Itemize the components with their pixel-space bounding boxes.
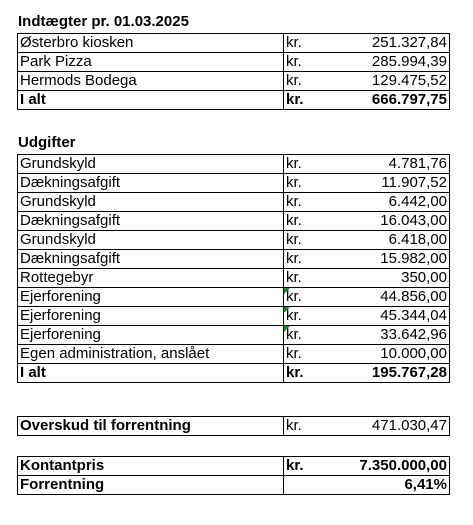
total-unit[interactable]: kr. xyxy=(284,364,344,383)
row-unit[interactable]: kr. xyxy=(284,231,344,250)
total-amount[interactable]: 195.767,28 xyxy=(344,364,450,383)
row-unit-text: kr. xyxy=(286,288,302,305)
cell-note-indicator-icon xyxy=(284,326,290,332)
row-unit[interactable] xyxy=(284,307,344,326)
row-amount[interactable]: 129.475,52 xyxy=(344,72,450,91)
surplus-row[interactable] xyxy=(18,417,450,436)
row-name[interactable]: Østerbro kiosken xyxy=(18,34,284,53)
total-label[interactable]: I alt xyxy=(18,364,284,383)
row-unit-text: kr. xyxy=(286,307,302,324)
table-row[interactable] xyxy=(18,231,450,250)
expenses-title: Udgifter xyxy=(18,134,76,151)
row-amount[interactable]: 6.418,00 xyxy=(344,231,450,250)
row-amount[interactable]: 15.982,00 xyxy=(344,250,450,269)
surplus-amount[interactable]: 471.030,47 xyxy=(344,417,450,436)
surplus-unit[interactable]: kr. xyxy=(284,417,344,436)
row-name[interactable]: Grundskyld xyxy=(18,193,284,212)
row-name[interactable]: Ejerforening xyxy=(18,288,284,307)
table-row[interactable] xyxy=(18,269,450,288)
row-name[interactable]: Hermods Bodega xyxy=(18,72,284,91)
table-row[interactable] xyxy=(18,72,450,91)
cash-price-label[interactable]: Kontantpris xyxy=(18,457,284,476)
table-row[interactable] xyxy=(18,53,450,72)
row-amount[interactable]: 10.000,00 xyxy=(344,345,450,364)
total-unit[interactable]: kr. xyxy=(284,91,344,110)
surplus-label[interactable]: Overskud til forrentning xyxy=(18,417,284,436)
table-row[interactable] xyxy=(18,288,450,307)
cash-price-amount[interactable]: 7.350.000,00 xyxy=(344,457,450,476)
row-name[interactable]: Egen administration, anslået xyxy=(18,345,284,364)
row-unit[interactable]: kr. xyxy=(284,345,344,364)
row-amount[interactable]: 251.327,84 xyxy=(344,34,450,53)
table-row[interactable] xyxy=(18,155,450,174)
row-name[interactable]: Park Pizza xyxy=(18,53,284,72)
row-name[interactable]: Ejerforening xyxy=(18,307,284,326)
row-name[interactable]: Grundskyld xyxy=(18,231,284,250)
return-value[interactable]: 6,41% xyxy=(284,476,450,495)
row-unit-text: kr. xyxy=(286,326,302,343)
row-name[interactable]: Dækningsafgift xyxy=(18,174,284,193)
income-table xyxy=(17,33,450,110)
summary-table xyxy=(17,456,450,495)
return-row[interactable] xyxy=(18,476,450,495)
row-amount[interactable]: 33.642,96 xyxy=(344,326,450,345)
row-unit[interactable]: kr. xyxy=(284,250,344,269)
cash-price-unit[interactable]: kr. xyxy=(284,457,344,476)
cash-price-row[interactable] xyxy=(18,457,450,476)
table-row[interactable] xyxy=(18,212,450,231)
row-name[interactable]: Dækningsafgift xyxy=(18,212,284,231)
table-row[interactable] xyxy=(18,174,450,193)
table-row[interactable] xyxy=(18,307,450,326)
row-amount[interactable]: 45.344,04 xyxy=(344,307,450,326)
row-amount[interactable]: 350,00 xyxy=(344,269,450,288)
row-name[interactable]: Dækningsafgift xyxy=(18,250,284,269)
row-name[interactable]: Ejerforening xyxy=(18,326,284,345)
row-amount[interactable]: 44.856,00 xyxy=(344,288,450,307)
table-row[interactable] xyxy=(18,326,450,345)
expenses-total-row[interactable] xyxy=(18,364,450,383)
cell-note-indicator-icon xyxy=(284,288,290,294)
row-amount[interactable]: 11.907,52 xyxy=(344,174,450,193)
row-unit[interactable]: kr. xyxy=(284,269,344,288)
row-unit[interactable]: kr. xyxy=(284,193,344,212)
row-name[interactable]: Rottegebyr xyxy=(18,269,284,288)
row-amount[interactable]: 285.994,39 xyxy=(344,53,450,72)
table-row[interactable] xyxy=(18,250,450,269)
row-amount[interactable]: 6.442,00 xyxy=(344,193,450,212)
cell-note-indicator-icon xyxy=(284,307,290,313)
row-unit[interactable]: kr. xyxy=(284,212,344,231)
row-unit[interactable]: kr. xyxy=(284,174,344,193)
row-amount[interactable]: 16.043,00 xyxy=(344,212,450,231)
row-unit[interactable]: kr. xyxy=(284,53,344,72)
row-name[interactable]: Grundskyld xyxy=(18,155,284,174)
row-unit[interactable]: kr. xyxy=(284,34,344,53)
table-row[interactable] xyxy=(18,34,450,53)
surplus-table xyxy=(17,416,450,436)
income-total-row[interactable] xyxy=(18,91,450,110)
income-title: Indtægter pr. 01.03.2025 xyxy=(18,13,189,30)
return-label[interactable]: Forrentning xyxy=(18,476,284,495)
row-unit[interactable]: kr. xyxy=(284,72,344,91)
row-amount[interactable]: 4.781,76 xyxy=(344,155,450,174)
table-row[interactable] xyxy=(18,193,450,212)
total-amount[interactable]: 666.797,75 xyxy=(344,91,450,110)
expenses-table xyxy=(17,154,450,383)
row-unit[interactable] xyxy=(284,288,344,307)
table-row[interactable] xyxy=(18,345,450,364)
row-unit[interactable] xyxy=(284,326,344,345)
row-unit[interactable]: kr. xyxy=(284,155,344,174)
total-label[interactable]: I alt xyxy=(18,91,284,110)
